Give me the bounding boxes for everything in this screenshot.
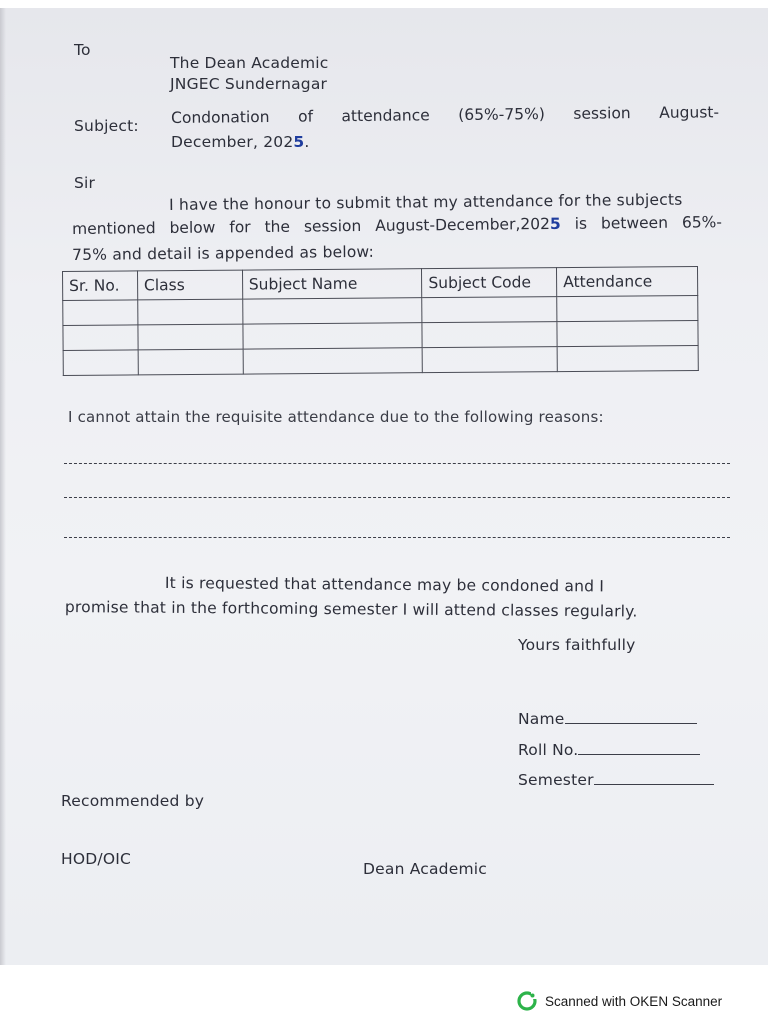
page-shadow-edge [0, 8, 6, 965]
oken-scanner-logo-icon [517, 991, 537, 1011]
recipient-line-2: JNGEC Sundernagar [170, 75, 328, 93]
column-header-sr-no: Sr. No. [63, 271, 138, 301]
table-cell [63, 350, 138, 376]
reason-line-2 [64, 497, 730, 498]
paragraph-word: for [229, 218, 251, 237]
table-cell [557, 321, 698, 347]
paragraph-word: session [303, 216, 362, 236]
reasons-intro: I cannot attain the requisite attendance due to the following reasons: [68, 408, 604, 426]
recipient-line-1: The Dean Academic [170, 54, 329, 72]
paragraph-1-line-2 [72, 213, 722, 238]
roll-number-blank-line [578, 740, 700, 755]
name-label: Name [518, 710, 565, 728]
column-header-attendance: Attendance [557, 267, 698, 297]
table-cell [422, 297, 557, 323]
subject-year-handwritten-digit: 5 [293, 133, 305, 151]
recommended-by: Recommended by [61, 792, 205, 810]
table-cell [138, 324, 243, 350]
request-line-2: promise that in the forthcoming semester I will attend classes regularly. [64, 598, 638, 621]
name-blank-line [565, 709, 697, 724]
table-cell [422, 347, 557, 373]
paragraph-year-printed: August-December,202 [375, 214, 551, 235]
table-cell [242, 298, 422, 324]
subject-word: August- [659, 103, 720, 122]
attendance-table [62, 266, 699, 376]
semester-blank-line [594, 770, 714, 785]
subject-word: attendance [341, 106, 430, 126]
subject-line-2 [171, 133, 310, 151]
table-cell [557, 346, 698, 372]
to-label: To [74, 41, 91, 59]
table-row [63, 346, 698, 376]
paragraph-session-year [375, 215, 561, 235]
roll-number-label: Roll No. [518, 741, 579, 759]
semester-field [518, 770, 714, 789]
subject-word: session [573, 104, 631, 123]
subject-period: . [304, 133, 310, 151]
hod-oic-label: HOD/OIC [61, 850, 132, 868]
subject-word: (65%-75%) [458, 105, 545, 124]
column-header-subject-name: Subject Name [242, 269, 422, 299]
column-header-class: Class [137, 270, 242, 300]
table-cell [243, 348, 423, 374]
reason-line-3 [64, 537, 730, 538]
subject-word: Condonation [171, 107, 270, 127]
semester-label: Semester [518, 771, 594, 789]
name-field [518, 709, 697, 728]
scanner-watermark [517, 990, 722, 1012]
scanner-watermark-text: Scanned with OKEN Scanner [545, 993, 723, 1009]
scanned-page [0, 8, 768, 965]
subject-line-1 [171, 103, 719, 127]
paragraph-word: is [574, 214, 588, 233]
request-line-1: It is requested that attendance may be condoned and I [164, 574, 605, 596]
subject-label: Subject: [74, 117, 139, 135]
subject-word: of [297, 107, 314, 126]
paragraph-word: below [169, 218, 216, 237]
paragraph-1-line-3: 75% and detail is appended as below: [72, 242, 375, 264]
roll-number-field [518, 740, 700, 759]
paragraph-1-line-1: I have the honour to submit that my attendance for the subjects [169, 190, 683, 214]
table-cell [138, 349, 243, 375]
table-cell [63, 325, 138, 351]
table-cell [557, 296, 698, 322]
paragraph-year-handwritten-digit: 5 [549, 214, 561, 233]
paragraph-word: 65%- [681, 213, 723, 232]
column-header-subject-code: Subject Code [422, 268, 557, 298]
subject-year-printed: December, 202 [171, 133, 294, 151]
paragraph-word: between [600, 213, 669, 233]
table-cell [243, 323, 423, 349]
paragraph-word: mentioned [72, 219, 156, 238]
closing: Yours faithfully [518, 636, 636, 654]
paragraph-word: the [264, 217, 291, 236]
table-cell [422, 322, 557, 348]
table-cell [63, 300, 138, 326]
dean-academic-signatory: Dean Academic [363, 860, 487, 878]
salutation: Sir [74, 174, 96, 192]
reason-line-1 [64, 463, 730, 464]
table-cell [138, 299, 243, 325]
